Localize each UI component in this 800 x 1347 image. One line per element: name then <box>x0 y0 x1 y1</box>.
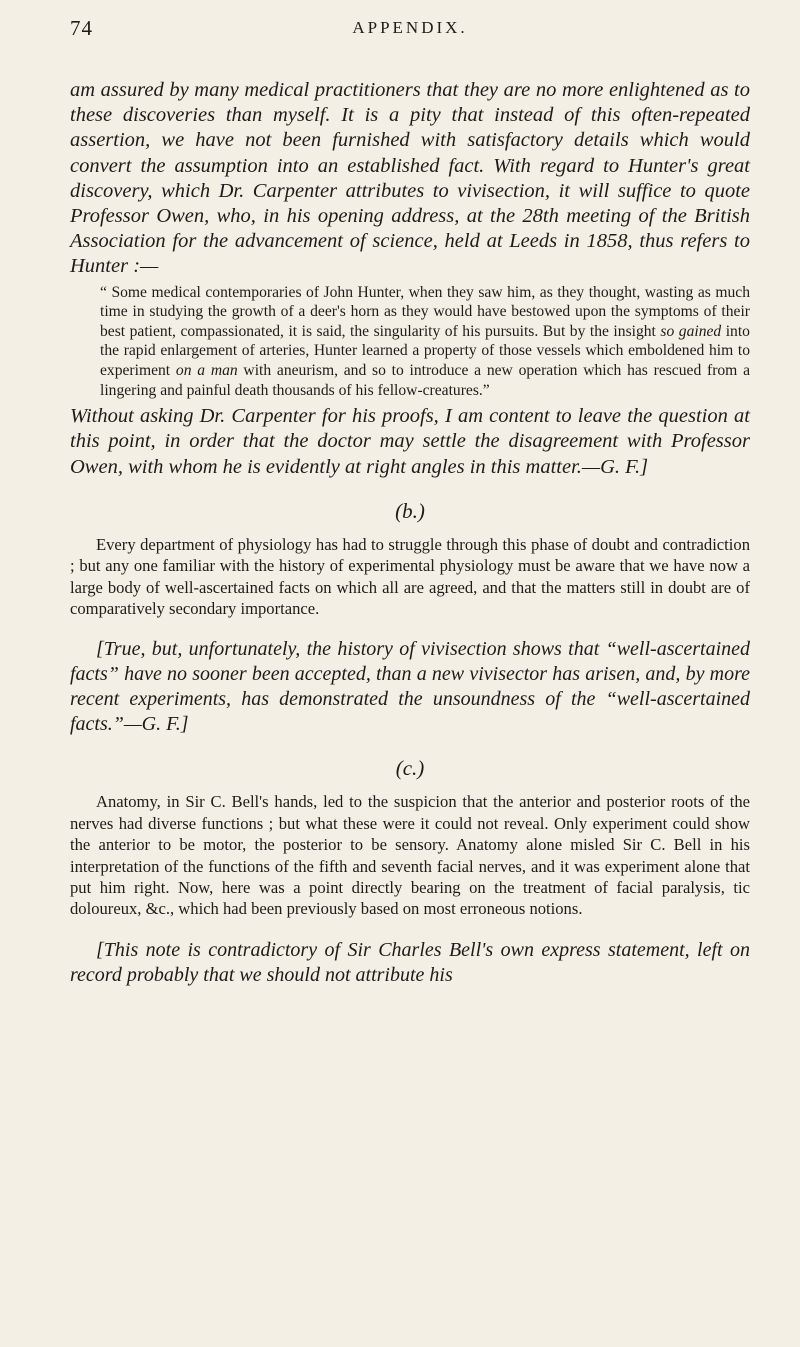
running-head: APPENDIX. <box>352 18 468 37</box>
page-header <box>70 14 750 54</box>
note-c: [This note is contradictory of Sir Charles Bell's own express statement, left on record probably that we should not attribute his <box>70 938 750 986</box>
quote-emphasis-2: on a man <box>175 362 238 379</box>
page-body <box>70 78 750 988</box>
paragraph-c: Anatomy, in Sir C. Bell's hands, led to the suspicion that the anterior and posterior roots of the nerves had diverse functions ; but what these were it could not reveal. Only experiment could show the anterior to be motor, the posterior to be sensory. Anatomy alone misled Sir C. Bell in his interpretation of the functions of the fifth and seventh facial nerves, and it was experiment alone that put him right. Now, here was a point directly bearing on the treatment of facial paralysis, tic doloureux, &c., which had been previously based on most erroneous notions. <box>70 792 750 919</box>
quote-text-3: with aneurism, and so to introduce a new operation which has rescued from a lingering and painful death thousands of his fellow-creatures.” <box>100 362 750 399</box>
page-number: 74 <box>70 16 93 40</box>
intro-paragraph: am assured by many medical practitioners that they are no more enlightened as to these discoveries than myself. It is a pity that instead of this often-repeated assertion, we have not been furnished with satisfactory details which would convert the assumption into an established fact. With regard to Hunter's great discovery, which Dr. Carpenter attributes to vivisection, it will suffice to quote Professor Owen, who, in his opening address, at the 28th meeting of the British Association for the advancement of science, held at Leeds in 1858, thus refers to Hunter :— <box>70 79 750 278</box>
closing-note-a: Without asking Dr. Carpenter for his proofs, I am content to leave the question at this point, in order that the doctor may settle the disagreement with Professor Owen, with whom he is evidently at right angles in this matter.—G. F.] <box>70 405 750 478</box>
owen-quotation <box>100 283 750 401</box>
quote-text-2: into the rapid enlargement of arteries, Hunter learned a property of those vessels which emboldened him to experiment <box>100 322 750 379</box>
paragraph-b: Every department of physiology has had to struggle through this phase of doubt and contradiction ; but any one familiar with the history of experimental physiology must be aware that we have now a large body of well-ascertained facts on which all are agreed, and that the matters still in doubt are of comparatively secondary importance. <box>70 534 750 619</box>
section-heading-b: (b.) <box>395 498 425 523</box>
quote-emphasis-1: so gained <box>660 322 722 340</box>
quote-text-1: “ Some medical contemporaries of John Hunter, when they saw him, as they thought, wasting as much time in studying the growth of a deer's horn as they would have bestowed upon the symptoms of their best patient, compassionated, it is said, the singularity of his pursuits. But by the insight <box>100 283 750 340</box>
section-heading-c: (c.) <box>395 756 425 781</box>
note-b: [True, but, unfortunately, the history of vivisection shows that “well-ascertained facts” have no sooner been accepted, than a new vivisector has arisen, and, by more recent experiments, has demonstrated the unsoundness of the “well-ascertained facts.”—G. F.] <box>70 638 750 736</box>
